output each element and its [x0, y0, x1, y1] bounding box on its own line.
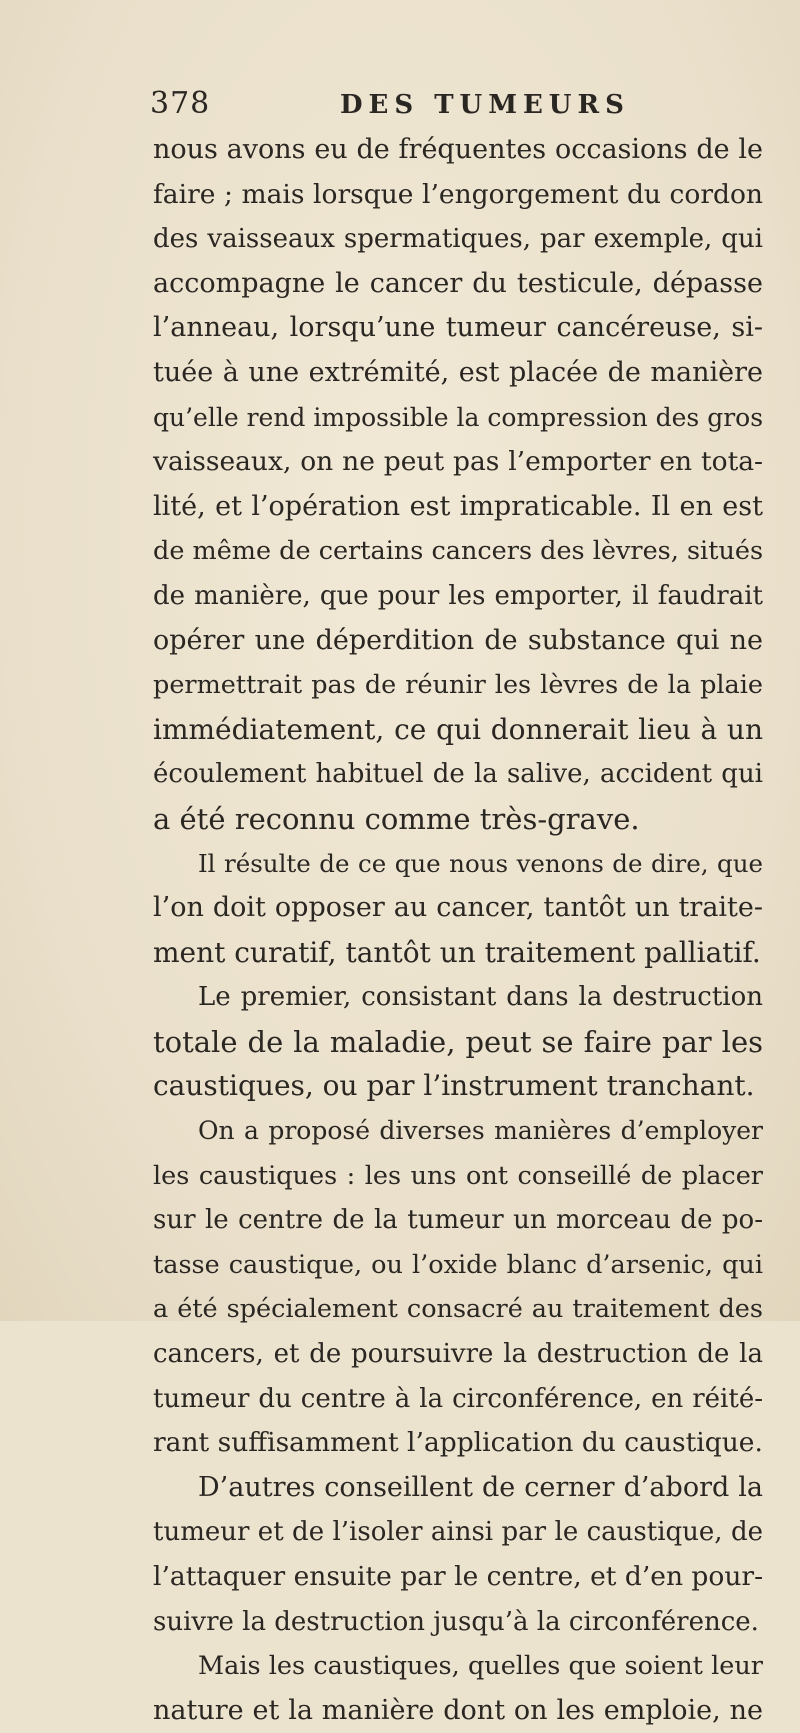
text-line: tasse caustique, ou l’oxide blanc d’arsenic, qui — [153, 1249, 763, 1280]
text-line: tumeur du centre à la circonférence, en réité- — [153, 1383, 763, 1414]
text-line: vaisseaux, on ne peut pas l’emporter en tota- — [153, 446, 763, 478]
text-line: Il résulte de ce que nous venons de dire, que — [198, 848, 763, 878]
text-line: D’autres conseillent de cerner d’abord la — [198, 1471, 763, 1503]
text-line: les caustiques : les uns ont conseillé de placer — [153, 1160, 763, 1191]
text-line: nous avons eu de fréquentes occasions de le — [153, 134, 763, 165]
text-line: tumeur et de l’isoler ainsi par le caustique, de — [153, 1517, 763, 1548]
text-line: tuée à une extrémité, est placée de manière — [153, 356, 763, 388]
text-line: opérer une déperdition de substance qui ne — [153, 624, 763, 656]
body-text — [153, 128, 763, 1733]
text-line: Mais les caustiques, quelles que soient leur — [198, 1651, 763, 1682]
text-line: écoulement habituel de la salive, accident qui — [153, 759, 763, 790]
text-line: l’anneau, lorsqu’une tumeur cancéreuse, si- — [153, 312, 763, 344]
page-header — [150, 86, 760, 126]
text-line: On a proposé diverses manières d’employer — [198, 1116, 763, 1146]
text-line: a été spécialement consacré au traitement des — [153, 1294, 763, 1325]
text-line: de même de certains cancers des lèvres, situés — [153, 536, 764, 567]
text-line: Le premier, consistant dans la destruction — [198, 982, 763, 1013]
text-line: cancers, et de poursuivre la destruction de la — [153, 1339, 763, 1370]
text-line: l’on doit opposer au cancer, tantôt un traite- — [153, 892, 763, 924]
text-line: faire ; mais lorsque l’engorgement du cordon — [153, 178, 763, 210]
running-head: DES TUMEURS — [340, 90, 630, 120]
text-line: immédiatement, ce qui donnerait lieu à un — [153, 712, 763, 746]
text-line: totale de la maladie, peut se faire par les — [153, 1024, 763, 1059]
text-line: permettrait pas de réunir les lèvres de la plaie — [153, 670, 763, 701]
text-line: nature et la manière dont on les emploie, ne — [153, 1694, 763, 1726]
text-line: a été reconnu comme très-grave. — [153, 801, 640, 836]
text-line: l’attaquer ensuite par le centre, et d’en pour- — [153, 1561, 764, 1592]
text-line: caustiques, ou par l’instrument tranchant. — [153, 1069, 755, 1103]
text-line: rant suffisamment l’application du caustique. — [153, 1427, 763, 1459]
text-line: ment curatif, tantôt un traitement palliatif. — [153, 935, 761, 969]
text-line: de manière, que pour les emporter, il faudrait — [153, 580, 763, 611]
text-line: accompagne le cancer du testicule, dépasse — [153, 267, 763, 299]
page-number: 378 — [150, 86, 211, 121]
text-line: des vaisseaux spermatiques, par exemple, qui — [153, 224, 763, 255]
text-line: suivre la destruction jusqu’à la circonférence. — [153, 1606, 759, 1637]
text-line: lité, et l’opération est impraticable. Il en est — [153, 490, 763, 522]
text-line: qu’elle rend impossible la compression des gros — [153, 402, 764, 432]
text-line: sur le centre de la tumeur un morceau de po- — [153, 1205, 763, 1236]
